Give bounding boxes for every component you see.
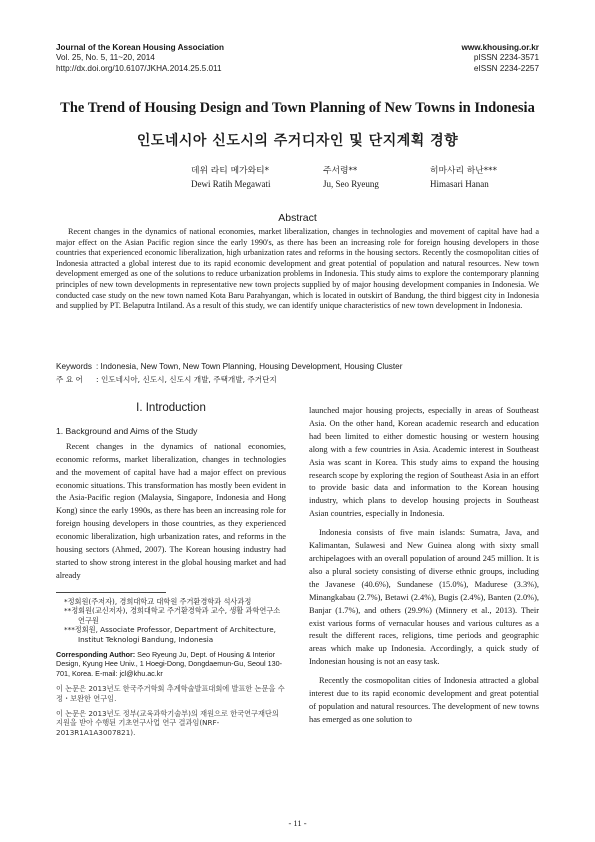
journal-header-right (462, 43, 540, 74)
right-column (309, 405, 539, 727)
footnote-author-2: **정회원(교신저자), 경희대학교 주거환경학과 교수, 생활 과학연구소 연구원 (64, 606, 281, 625)
paper-title-korean: 인도네시아 신도시의 주거디자인 및 단지계획 경향 (136, 133, 459, 149)
paper-title: The Trend of Housing Design and Town Planning of New Towns in Indonesia (60, 100, 535, 116)
author-korean-name: 히마사리 하난*** (430, 166, 497, 176)
abstract-text: Recent changes in the dynamics of national economies, market liberalization, changes in technologies and movement of capital have had a major effect on the Asian Pacific region since the early 1990's, as there has been an increasing role for foreign housing developers in those countries that experienced economic liberalization, high urbanization rates and reforms in the housing sectors. Recently the cosmopolitan cities of Indonesia attracted a global interest due to its rapid economic development and great potential of population and natural resources. New town development emerged as one of the solutions to reduce urbanization problems in Indonesia. This study aims to explore the contemporary planning principles of new town developments in representative new town projects supplied by of major housing development companies in Indonesia. We conducted case study on the new town named Kota Baru Parahyangan, which is located in outskirt of Bandung, the third biggest city in Indonesia and supplied by PT. Belaputra Intiland. As a result of this study, we can identify unique characteristics of new town development in Indonesia. (56, 227, 539, 311)
body-paragraph: Recently the cosmopolitan cities of Indonesia attracted a global interest due to its rapid economic development and great potential of population and natural resources. The development of new towns has emerged as one solution to (309, 676, 539, 724)
website-link[interactable]: www.khousing.or.kr (461, 43, 539, 52)
page-number: - 11 - (288, 818, 307, 828)
author-1 (191, 165, 270, 191)
author-english-name: Ju, Seo Ryeung (323, 179, 379, 189)
abstract-heading: Abstract (278, 212, 317, 224)
doi-link[interactable]: http://dx.doi.org/10.6107/JKHA.2014.25.5.011 (56, 63, 222, 73)
korean-keywords-line (56, 373, 539, 386)
journal-volume: Vol. 25, No. 5, 11~20, 2014 (56, 53, 155, 63)
subsection-heading: 1. Background and Aims of the Study (56, 425, 198, 436)
author-korean-name: 데위 라티 메가와티* (191, 166, 269, 176)
body-paragraph: Recent changes in the dynamics of national economies, economic reforms, market liberalization, changes in technologies and the movement of capital have had a major effect on previous economic situations. This transformation has mostly been evident in the Asia-Pacific region (Malaysia, Singapore, Indonesia and Hong Kong) since the early 1990s, as there has been an increasing role for foreign housing developers in those countries, as they experienced economic liberalization, high urbanization rates, and reforms in the housing sectors (Ahmed, 2007). The Korean housing industry had started to show strong interest in the global housing market and had already (56, 441, 286, 580)
body-paragraph: launched major housing projects, especially in areas of Southeast Asia. On the other hand, Korean academic research and education had been limited to either domestic housing or western housing along with a few countries in Asia. Academic interest in Southeast Asia was scant in Korea. This study aims to expand the housing research scope by exploring the region of Southeast Asia in an effort to provide basic data and information to the Korean housing industry, which plans to develop housing projects in Southeast Asian countries, especially in Indonesia. (309, 406, 539, 519)
footnote-note-1: 이 논문은 2013년도 한국주거학회 추계학술발표대회에 발표한 논문을 수정・보완한 연구임. (56, 684, 285, 703)
footnote-author-3: ***정회원, Associate Professor, Department of Architecture, Institut Teknologi Bandung, Indonesia (64, 625, 276, 644)
korean-keywords-value: : 인도네시아, 신도시, 신도시 개발, 주택개발, 주거단지 (96, 375, 277, 384)
footnote-note-2: 이 논문은 2013년도 정부(교육과학기술부)의 재원으로 한국연구재단의 지원을 받아 수행된 기초연구사업 연구 결과임(NRF-2013R1A1A3007821). (56, 709, 279, 737)
footnote-divider (56, 592, 166, 593)
corresponding-author-text: Seo Ryeung Ju, Dept. of Housing & Interior Design, Kyung Hee Univ., 1 Hoegi-Dong, Dongdaemun-Gu, Seoul 130-701, Korea. E-mail: jcl@khu.ac.kr (56, 650, 283, 678)
keywords-value: : Indonesia, New Town, New Town Planning, Housing Development, Housing Cluster (96, 362, 403, 371)
corresponding-author-label: Corresponding Author: (56, 650, 136, 660)
author-english-name: Dewi Ratih Megawati (191, 179, 271, 189)
eissn: eISSN 2234-2257 (473, 63, 539, 73)
journal-header-left (56, 43, 224, 74)
corresponding-author (56, 650, 286, 678)
pissn: pISSN 2234-3571 (473, 53, 539, 63)
author-korean-name: 주서령** (323, 166, 358, 176)
left-column (56, 400, 286, 583)
author-2 (323, 165, 379, 191)
keywords-label: Keywords (56, 362, 92, 371)
keywords-block (56, 360, 539, 386)
author-3 (430, 165, 497, 191)
journal-name: Journal of the Korean Housing Association (56, 43, 225, 52)
section-heading: I. Introduction (136, 402, 206, 414)
footnotes (56, 597, 286, 737)
body-paragraph: Indonesia consists of five main islands: Sumatra, Java, and Kalimantan, Sulawesi and New Guinea along with sixty small archipelagoes with an overall population of around 245 million. It is also a plural society consisting of diverse ethnic groups, including the Javanese (40.6%), Sundanese (15.0%), Madurese (3.3%), Minangkabau (2.7%), Betawi (2.4%), Bugis (2.4%), Banten (2.0%), Banjar (1.7%), and others (29.9%) (Minnery et al., 2013). Their exist various forms of vernacular houses and various cultures as a result the different races, religions, time periods and geographic areas which make up Indonesia. Accordingly, a quick study of Indonesian housing is not an easy task. (309, 528, 539, 667)
keywords-line (56, 360, 539, 373)
korean-keywords-label: 주 요 어 (56, 375, 83, 384)
footnote-author-1: *정회원(주저자), 경희대학교 대학원 주거환경학과 석사과정 (64, 597, 252, 606)
author-english-name: Himasari Hanan (430, 179, 489, 189)
